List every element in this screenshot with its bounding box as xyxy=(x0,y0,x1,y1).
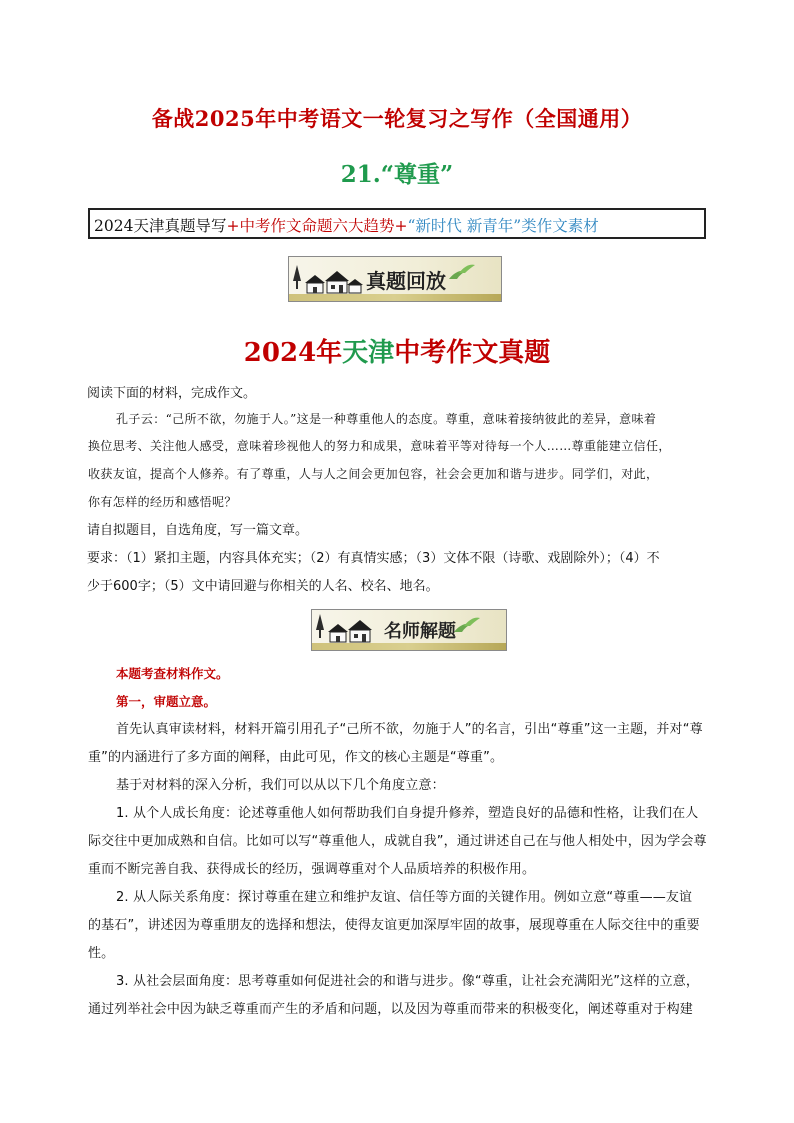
page-subtitle: 21.“尊重” xyxy=(340,161,454,188)
quote-line: 换位思考、关注他人感受，意味着珍视他人的努力和成果，意味着平等对待每一个人……尊重能建立信任， xyxy=(88,439,671,453)
analysis-lead: 本题考查材料作文。 xyxy=(116,666,229,681)
analysis-item-line: 1. 从个人成长角度：论述尊重他人如何帮助我们自身提升修养，塑造良好的品德和性格，让我们在人 xyxy=(116,806,699,821)
analysis-step-heading: 第一，审题立意。 xyxy=(116,694,217,709)
analysis-item-line: 3. 从社会层面角度：思考尊重如何促进社会的和谐与进步。像“尊重，让社会充满阳光”这样的立意， xyxy=(116,974,700,989)
guide-part-materials: “新时代 新青年”类作文素材 xyxy=(407,217,599,235)
banner-label: 名师解题 xyxy=(384,621,456,642)
analysis-item-line: 通过列举社会中因为缺乏尊重而产生的矛盾和问题，以及因为尊重而带来的积极变化，阐述尊重对于构建 xyxy=(88,1002,693,1017)
analysis-item-line: 的基石”，讲述因为尊重朋友的选择和想法，使得友谊更加深厚牢固的故事，展现尊重在人际交往中的重要 xyxy=(88,918,700,933)
prompt-instruction: 请自拟题目，自选角度，写一篇文章。 xyxy=(87,523,309,538)
bird-icon xyxy=(447,261,477,285)
exam-heading-city: 天津 xyxy=(342,338,395,368)
prompt-intro: 阅读下面的材料，完成作文。 xyxy=(87,386,257,401)
guide-part-exam: 2024天津真题导写 xyxy=(94,217,227,235)
bird-icon xyxy=(452,614,482,638)
exam-heading-rest: 中考作文真题 xyxy=(394,338,551,368)
guide-box xyxy=(88,208,706,239)
section-banner-review xyxy=(288,256,502,302)
banner-ground xyxy=(312,643,506,650)
prompt-requirements-line: 要求：（1）紧扣主题，内容具体充实；（2）有真情实感；（3）文体不限（诗歌、戏剧除外）；（4）不 xyxy=(87,551,660,566)
analysis-item-line: 性。 xyxy=(88,946,115,961)
analysis-item-line: 际交往中更加成熟和自信。比如可以写“尊重他人，成就自我”，通过讲述自己在与他人相处中，因为学会尊 xyxy=(88,834,707,849)
analysis-item-line: 重而不断完善自我、获得成长的经历，强调尊重对个人品质培养的积极作用。 xyxy=(88,862,536,877)
exam-heading xyxy=(0,332,794,369)
prompt-requirements-line: 少于600字；（5）文中请回避与你相关的人名、校名、地名。 xyxy=(87,579,439,594)
analysis-paragraph-line: 首先认真审读材料，材料开篇引用孔子“己所不欲，勿施于人”的名言，引出“尊重”这一主题，并对“尊 xyxy=(116,722,703,737)
banner-label: 真题回放 xyxy=(366,268,446,293)
village-scenery-icon xyxy=(291,263,363,297)
analysis-paragraph-line: 基于对材料的深入分析，我们可以从以下几个角度立意： xyxy=(116,778,445,793)
quote-line: 收获友谊，提高个人修养。有了尊重，人与人之间会更加包容，社会会更加和谐与进步。同学们，对此， xyxy=(88,467,659,481)
section-banner-analysis xyxy=(311,609,507,651)
analysis-paragraph-line: 重”的内涵进行了多方面的阐释，由此可见，作文的核心主题是“尊重”。 xyxy=(88,750,504,765)
analysis-item-line: 2. 从人际关系角度：探讨尊重在建立和维护友谊、信任等方面的关键作用。例如立意“尊重——友谊 xyxy=(116,890,693,905)
guide-part-trends: +中考作文命题六大趋势+ xyxy=(226,217,408,235)
exam-heading-year: 2024年 xyxy=(243,338,343,368)
village-scenery-icon xyxy=(314,612,386,646)
quote-line: 你有怎样的经历和感悟呢？ xyxy=(88,495,237,509)
quote-line: 孔子云：“己所不欲，勿施于人。”这是一种尊重他人的态度。尊重，意味着接纳彼此的差异，意味着 xyxy=(116,412,657,426)
banner-ground xyxy=(289,294,501,301)
page-title: 备战2025年中考语文一轮复习之写作（全国通用） xyxy=(151,106,643,131)
